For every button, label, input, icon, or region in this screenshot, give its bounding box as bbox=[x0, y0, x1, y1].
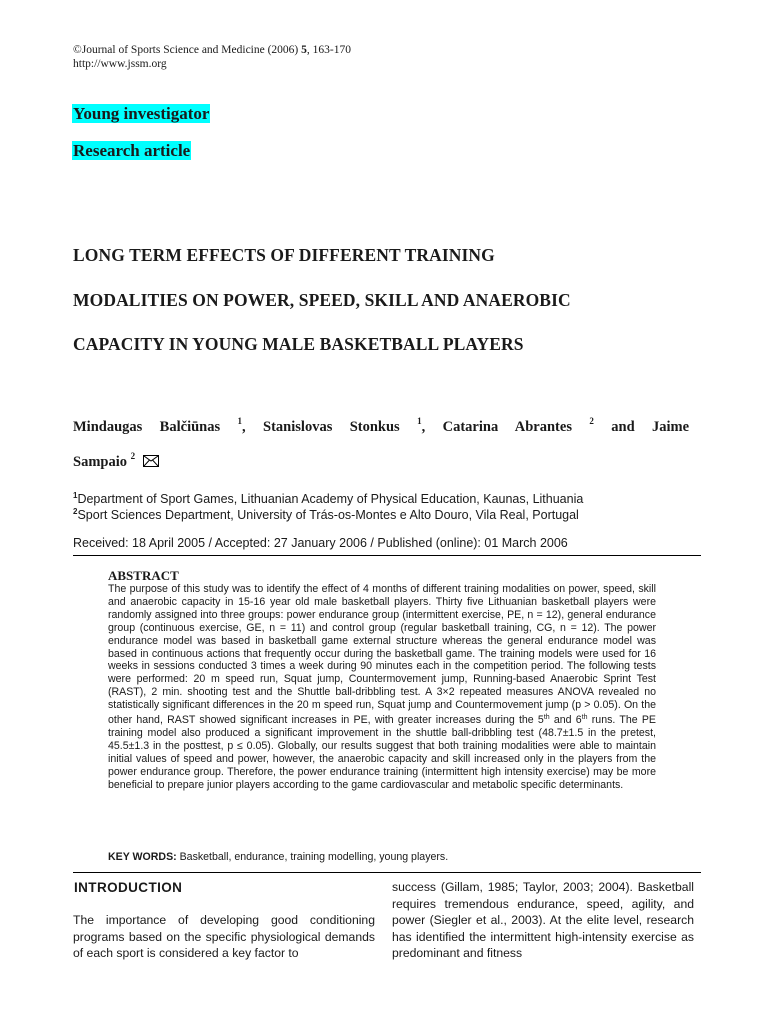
affiliation-2: $^2$Sport Sciences Department, University of Trás-os-Montes e Alto Douro, Vila Real, Portugal bbox=[73, 507, 579, 522]
title-line-2: MODALITIES ON POWER, SPEED, SKILL AND ANAEROBIC bbox=[73, 290, 571, 310]
journal-url[interactable]: http://www.jssm.org bbox=[73, 58, 167, 70]
abstract-heading: ABSTRACT bbox=[108, 568, 179, 583]
investigator-label: Young investigator bbox=[73, 104, 210, 123]
divider bbox=[73, 555, 701, 556]
article-type-label: Research article bbox=[73, 141, 191, 160]
publication-dates: Received: 18 April 2005 / Accepted: 27 January 2006 / Published (online): 01 March 2006 bbox=[73, 536, 568, 550]
journal-citation: ©Journal of Sports Science and Medicine (2006) 5, 163-170 bbox=[73, 44, 351, 56]
divider bbox=[73, 872, 701, 873]
affiliation-1: $^1$Department of Sport Games, Lithuanian Academy of Physical Education, Kaunas, Lithuania bbox=[73, 491, 584, 506]
title-line-1: LONG TERM EFFECTS OF DIFFERENT TRAINING bbox=[73, 245, 495, 265]
keywords: KEY WORDS: Basketball, endurance, training modelling, young players. bbox=[108, 851, 449, 863]
authors-line-1: Mindaugas Balčiūnas $^1$, Stanislovas Stonkus $^1$, Catarina Abrantes $^2$ and Jaime bbox=[73, 416, 690, 435]
abstract-body: The purpose of this study was to identify the effect of 4 months of different training modalities on power, speed, skill and anaerobic capacity in 15-16 year old male basketball players. Thirty five Lithuanian basketball players were randomly assigned into three groups: power endurance group (intermittent exercise, PE, n = 12), general endurance group (continuous exercise, GE, n = 11) and control group (regular basketball training, CG, n = 12). The power endurance model was based in basketball game external structure whereas the general endurance model was based in continuous actions that frequently occur during the basketball game. The training models were used for 16 weeks in sessions conducted 3 times a week during 90 minutes each in the competition period. The following tests were performed: 20 m speed run, Squat jump, Countermovement jump, Running-based Anaerobic Sprint Test (RAST), 2 min. shooting test and the Shuttle ball-dribbling test. A 3×2 repeated measures ANOVA revealed no statistically significant differences in the 20 m speed run, Squat jump and Countermovement jump (p > 0.05). On the other hand, RAST showed significant increases in PE, with greater increases during the 5th and 6th runs. The PE training model also produced a significant improvement in the shuttle ball-dribbling test (48.7±1.5 in the pretest, 45.5±1.3 in the posttest, p ≤ 0.05). Globally, our results suggest that both training modalities were able to maintain initial values of speed and power, however, the anaerobic capacity and skill increased only in the players from the power endurance group. Therefore, the power endurance training (intermittent high intensity exercise) may be more beneficial to prepare junior players according to the game cardiovascular and metabolic specific determinants. bbox=[108, 583, 656, 791]
title-line-3: CAPACITY IN YOUNG MALE BASKETBALL PLAYERS bbox=[73, 334, 524, 354]
introduction-right-column: success (Gillam, 1985; Taylor, 2003; 2004). Basketball requires tremendous endurance, speed, agility, and power (Siegler et al., 2003). At the elite level, research has identified the intermittent high-intensity exercise as predominant and fitness bbox=[392, 880, 694, 960]
introduction-left-column: The importance of developing good conditioning programs based on the specific physiological demands of each sport is considered a key factor to bbox=[73, 913, 375, 960]
journal-header bbox=[73, 43, 351, 71]
envelope-icon[interactable] bbox=[143, 455, 159, 467]
introduction-heading: INTRODUCTION bbox=[74, 880, 183, 895]
authors-line-2: Sampaio $^2$ bbox=[73, 451, 159, 471]
